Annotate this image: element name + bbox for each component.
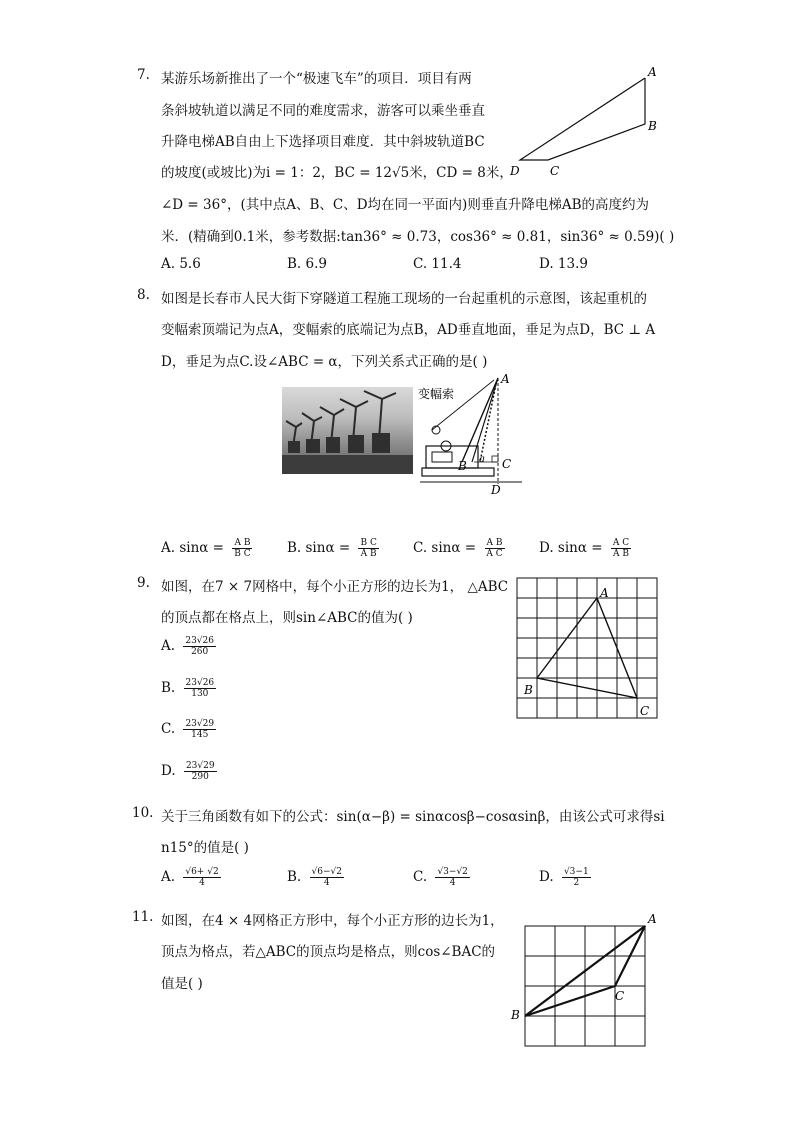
option-label: A. sinα = bbox=[161, 540, 224, 556]
option-b[interactable] bbox=[287, 867, 344, 888]
point-a-label: A bbox=[648, 912, 657, 926]
question-text-line: 的顶点都在格点上，则sin∠ABC的值为( ) bbox=[161, 610, 413, 626]
question-number: 10. bbox=[132, 805, 154, 821]
option-label: C. bbox=[161, 721, 176, 737]
question-text-line: 米．(精确到0.1米，参考数据:tan36° ≈ 0.73，cos36° ≈ 0.81，sin36° ≈ 0.59)( ) bbox=[161, 229, 675, 245]
option-c[interactable] bbox=[413, 867, 470, 888]
question-text-line: 的坡度(或坡比)为i = 1：2，BC = 12√5米，CD = 8米， bbox=[161, 165, 513, 181]
point-c-label: C bbox=[502, 457, 512, 471]
denominator: 290 bbox=[191, 772, 209, 782]
denominator: 2 bbox=[573, 878, 580, 888]
option-fraction bbox=[183, 636, 216, 657]
option-fraction bbox=[184, 678, 217, 699]
point-c-label: C bbox=[550, 164, 560, 178]
option-b[interactable] bbox=[287, 538, 379, 559]
option-a[interactable] bbox=[161, 867, 221, 888]
question-text-line: 变幅索顶端记为点A，变幅索的底端记为点B，AD垂直地面，垂足为点D，BC ⊥ A bbox=[161, 322, 656, 338]
numerator: √3−1 bbox=[563, 867, 589, 877]
point-d-label: D bbox=[510, 164, 520, 178]
crane-photo bbox=[282, 387, 413, 474]
point-a-label: A bbox=[648, 65, 657, 79]
grid-4x4-figure bbox=[505, 906, 665, 1052]
question-text-line: 如图，在7 × 7网格中，每个小正方形的边长为1， △ABC bbox=[161, 579, 509, 595]
point-b-label: B bbox=[511, 1008, 520, 1022]
question-text-line: 如图是长春市人民大街下穿隧道工程施工现场的一台起重机的示意图，该起重机的 bbox=[161, 291, 647, 307]
numerator: 23√29 bbox=[185, 719, 215, 729]
point-b-label: B bbox=[648, 119, 657, 133]
numerator: 23√26 bbox=[185, 636, 214, 646]
option-fraction bbox=[484, 538, 504, 559]
denominator: B C bbox=[234, 549, 251, 559]
option-fraction bbox=[183, 867, 220, 888]
option-label: C. sinα = bbox=[413, 540, 477, 556]
point-b-label: B bbox=[458, 459, 467, 473]
option-fraction bbox=[183, 719, 216, 740]
crane-diagram bbox=[418, 370, 528, 498]
denominator: 4 bbox=[449, 878, 456, 888]
question-text-line: 如图，在4 × 4网格正方形中，每个小正方形的边长为1， bbox=[161, 913, 504, 929]
numerator: 23√26 bbox=[185, 678, 215, 688]
option-fraction bbox=[358, 538, 378, 559]
option-c[interactable] bbox=[161, 719, 216, 740]
question-number: 7. bbox=[137, 67, 150, 83]
numerator: √6−√2 bbox=[311, 867, 342, 877]
slope-track-figure bbox=[505, 62, 665, 182]
denominator: 4 bbox=[323, 878, 330, 888]
question-text-line: n15°的值是( ) bbox=[161, 840, 249, 856]
option-b[interactable] bbox=[161, 678, 216, 699]
question-number: 9. bbox=[137, 575, 150, 591]
numerator: √6+ √2 bbox=[185, 867, 219, 877]
option-a[interactable]: A. 5.6 bbox=[161, 256, 201, 272]
numerator: 23√29 bbox=[185, 761, 215, 771]
option-d[interactable] bbox=[539, 867, 591, 888]
point-c-label: C bbox=[640, 704, 650, 718]
option-c[interactable] bbox=[413, 538, 505, 559]
option-label: D. bbox=[539, 869, 554, 885]
option-label: B. bbox=[287, 869, 302, 885]
numerator: B C bbox=[360, 538, 377, 548]
question-number: 11. bbox=[132, 909, 154, 925]
option-label: D. bbox=[161, 763, 176, 779]
denominator: 4 bbox=[199, 878, 205, 888]
denominator: A B bbox=[360, 549, 377, 559]
question-number: 8. bbox=[137, 287, 150, 303]
denominator: A B bbox=[613, 549, 629, 559]
alpha-label: a bbox=[479, 454, 485, 465]
option-c[interactable]: C. 11.4 bbox=[413, 256, 462, 272]
denominator: 130 bbox=[191, 689, 209, 699]
cable-label: 变幅索 bbox=[418, 387, 455, 401]
question-text-line: 升降电梯AB自由上下选择项目难度．其中斜坡轨道BC bbox=[161, 134, 485, 150]
question-text-line: D，垂足为点C.设∠ABC = α，下列关系式正确的是( ) bbox=[161, 354, 488, 370]
numerator: A C bbox=[612, 538, 630, 548]
option-label: C. bbox=[413, 869, 428, 885]
option-d[interactable] bbox=[539, 538, 631, 559]
question-text-line: 条斜坡轨道以满足不同的难度需求，游客可以乘坐垂直 bbox=[161, 103, 485, 119]
grid-7x7-figure bbox=[510, 572, 670, 728]
question-text-line: 值是( ) bbox=[161, 976, 203, 992]
option-label: B. bbox=[161, 680, 176, 696]
crane-silhouettes bbox=[282, 387, 413, 474]
option-fraction bbox=[310, 867, 344, 888]
question-text-line: 某游乐场新推出了一个“极速飞车”的项目．项目有两 bbox=[161, 71, 472, 87]
option-a[interactable] bbox=[161, 538, 253, 559]
point-a-label: A bbox=[600, 586, 609, 600]
point-d-label: D bbox=[491, 483, 501, 497]
option-d[interactable] bbox=[161, 761, 217, 782]
numerator: A B bbox=[234, 538, 251, 548]
option-fraction bbox=[435, 867, 469, 888]
numerator: √3−√2 bbox=[437, 867, 468, 877]
option-fraction bbox=[232, 538, 252, 559]
numerator: A B bbox=[486, 538, 503, 548]
question-text-line: 顶点为格点，若△ABC的顶点均是格点，则cos∠BAC的 bbox=[161, 944, 496, 960]
option-fraction bbox=[184, 761, 217, 782]
option-fraction bbox=[562, 867, 591, 888]
option-label: B. sinα = bbox=[287, 540, 351, 556]
option-fraction bbox=[611, 538, 631, 559]
denominator: A C bbox=[486, 549, 503, 559]
point-c-label: C bbox=[615, 989, 625, 1003]
question-text-line: 关于三角函数有如下的公式：sin(α−β) = sinαcosβ−cosαsinβ，由该公式可求得si bbox=[161, 809, 665, 825]
option-label: D. sinα = bbox=[539, 540, 603, 556]
denominator: 145 bbox=[191, 730, 209, 740]
option-label: A. bbox=[161, 638, 176, 654]
option-b[interactable]: B. 6.9 bbox=[287, 256, 327, 272]
option-label: A. bbox=[161, 869, 176, 885]
point-b-label: B bbox=[524, 683, 533, 697]
denominator: 260 bbox=[191, 647, 209, 657]
option-d[interactable]: D. 13.9 bbox=[539, 256, 588, 272]
option-a[interactable] bbox=[161, 636, 216, 657]
question-text-line: ∠D = 36°，(其中点A、B、C、D均在同一平面内)则垂直升降电梯AB的高度约为 bbox=[161, 197, 649, 213]
point-a-label: A bbox=[501, 372, 510, 386]
